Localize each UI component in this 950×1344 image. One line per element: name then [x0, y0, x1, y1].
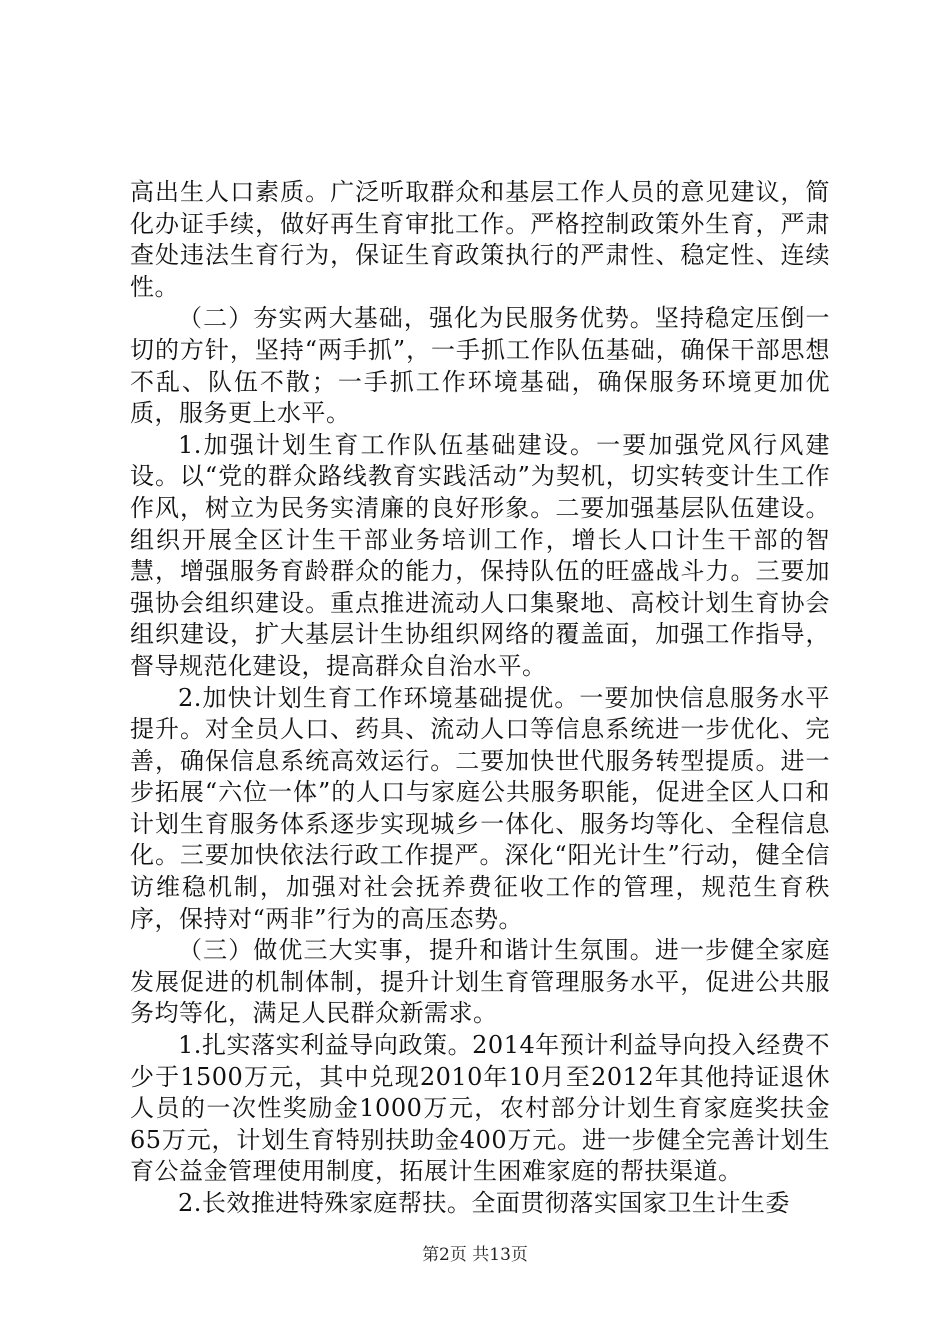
paragraph-item-special-family: 2.长效推进特殊家庭帮扶。全面贯彻落实国家卫生计生委 — [178, 1189, 790, 1217]
document-body — [130, 177, 830, 1220]
paragraph-continuation: 高出生人口素质。广泛听取群众和基层工作人员的意见建议，简化办证手续，做好再生育审批工作。严格控制政策外生育，严肃查处违法生育行为，保证生育政策执行的严肃性、稳定性、连续性。 — [130, 178, 830, 301]
paragraph-section-two: （二）夯实两大基础，强化为民服务优势。坚持稳定压倒一切的方针，坚持“两手抓”，一手抓工作队伍基础，确保干部思想不乱、队伍不散；一手抓工作环境基础，确保服务环境更加优质，服务更上水平。 — [130, 304, 830, 428]
page-footer: 第2页 共13页 — [422, 1245, 528, 1265]
paragraph-item-incentive-policy: 1.扎实落实利益导向政策。2014年预计利益导向投入经费不少于1500万元，其中兑现2010年10月至2012年其他持证退休人员的一次性奖励金1000万元，农村部分计划生育家庭奖扶金65万元，计划生育特别扶助金400万元。进一步健全完善计划生育公益金管理使用制度，拓展计生困难家庭的帮扶渠道。 — [130, 1031, 830, 1186]
paragraph-item-environment: 2.加快计划生育工作环境基础提优。一要加快信息服务水平提升。对全员人口、药具、流动人口等信息系统进一步优化、完善，确保信息系统高效运行。二要加快世代服务转型提质。进一步拓展“六位一体”的人口与家庭公共服务职能，促进全区人口和计划生育服务体系逐步实现城乡一体化、服务均等化、全程信息化。三要加快依法行政工作提严。深化“阳光计生”行动，健全信访维稳机制，加强对社会抚养费征收工作的管理，规范生育秩序，保持对“两非”行为的高压态势。 — [130, 683, 830, 933]
paragraph-section-three: （三）做优三大实事，提升和谐计生氛围。进一步健全家庭发展促进的机制体制，提升计划生育管理服务水平，促进公共服务均等化，满足人民群众新需求。 — [130, 936, 830, 1028]
paragraph-item-team-building: 1.加强计划生育工作队伍基础建设。一要加强党风行风建设。以“党的群众路线教育实践活动”为契机，切实转变计生工作作风，树立为民务实清廉的良好形象。二要加强基层队伍建设。组织开展全区计生干部业务培训工作，增长人口计生干部的智慧，增强服务育龄群众的能力，保持队伍的旺盛战斗力。三要加强协会组织建设。重点推进流动人口集聚地、高校计划生育协会组织建设，扩大基层计生协组织网络的覆盖面，加强工作指导，督导规范化建设，提高群众自治水平。 — [130, 430, 830, 680]
